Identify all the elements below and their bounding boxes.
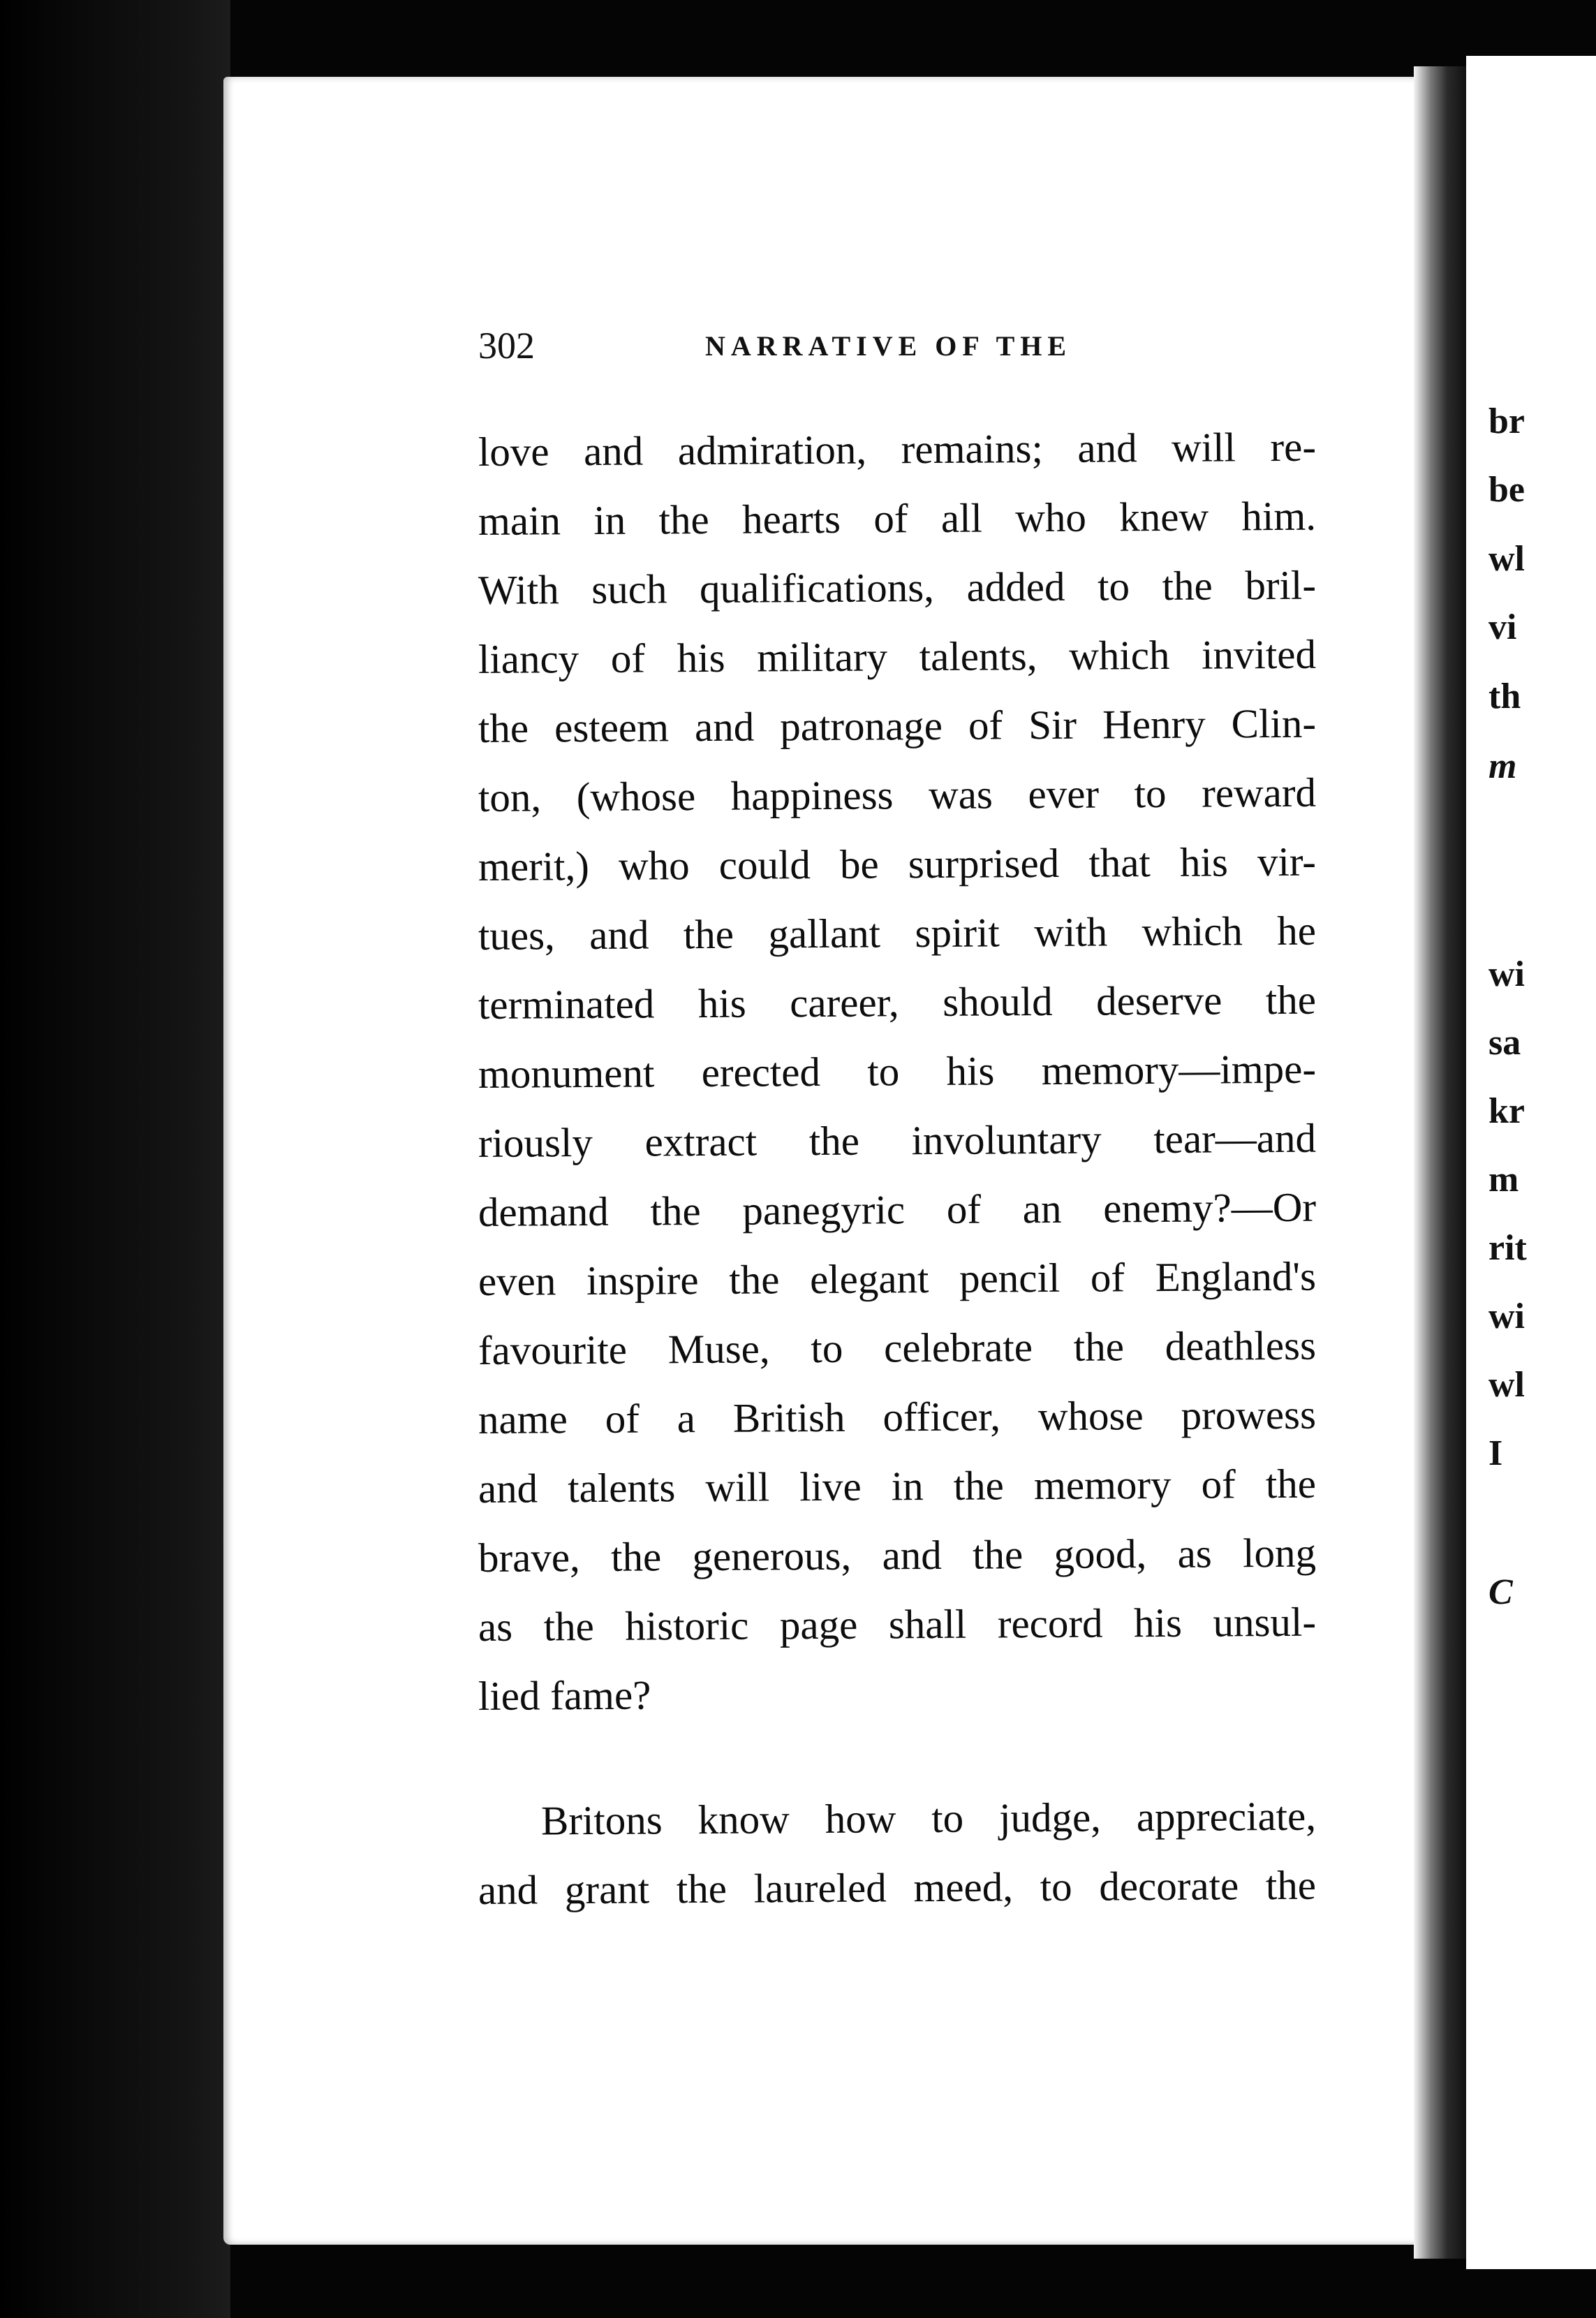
text-line: demand the panegyric of an enemy?—Or [478,1183,1317,1235]
running-title: NARRATIVE OF THE [705,330,1072,362]
text-line: With such qualifications, added to the bril- [478,561,1317,613]
book-binding-edge [0,0,230,2318]
text-line: monument erected to his memory—impe- [478,1045,1317,1097]
page-gutter-shadow [1414,66,1470,2259]
facing-page-fragment: be [1488,470,1525,510]
text-line: main in the hearts of all who knew him. [478,492,1317,544]
text-line: as the historic page shall record his unsul- [478,1598,1317,1650]
facing-page-fragment: wl [1488,1365,1525,1405]
text-line: and grant the laureled meed, to decorate the [478,1861,1317,1913]
running-head [478,327,1351,376]
body-text [478,418,1316,1925]
text-line: merit,) who could be surprised that his vir- [478,838,1317,889]
facing-page-fragment: m [1488,746,1517,786]
facing-page-fragment: br [1488,401,1525,441]
text-line: Britons know how to judge, appreciate, [540,1792,1317,1844]
text-line: and talents will live in the memory of the [478,1460,1317,1512]
text-line: riously extract the involuntary tear—and [478,1114,1317,1166]
paragraph-1 [478,418,1316,1731]
facing-page-fragment: kr [1488,1091,1525,1131]
facing-page-fragment: th [1488,677,1521,716]
facing-page-fragment: rit [1488,1228,1527,1268]
text-line: brave, the generous, and the good, as long [478,1529,1317,1581]
book-page-right [1466,56,1596,2269]
text-line: favourite Muse, to celebrate the deathless [478,1322,1317,1373]
text-line: even inspire the elegant pencil of England's [478,1253,1317,1304]
facing-page-fragment: wi [1488,954,1525,994]
text-line: ton, (whose happiness was ever to reward [478,769,1317,820]
text-line: liancy of his military talents, which invited [478,630,1317,682]
facing-page-fragment: m [1488,1160,1519,1199]
text-line: terminated his career, should deserve the [478,976,1317,1028]
facing-page-fragment: wi [1488,1297,1525,1336]
facing-page-fragment: vi [1488,607,1517,647]
text-line: name of a British officer, whose prowess [478,1391,1317,1442]
text-line: tues, and the gallant spirit with which he [478,907,1317,959]
paragraph-gap [478,1731,1316,1787]
text-line: lied fame? [478,1671,651,1719]
facing-page-fragment: C [1488,1572,1513,1612]
facing-page-fragment: sa [1488,1023,1521,1063]
page-number: 302 [478,325,535,367]
text-line: the esteem and patronage of Sir Henry Clin- [478,700,1317,751]
paragraph-2 [478,1787,1316,1925]
facing-page-fragment: wl [1488,539,1525,579]
facing-page-fragment: I [1488,1433,1503,1473]
text-line: love and admiration, remains; and will re- [478,423,1317,475]
